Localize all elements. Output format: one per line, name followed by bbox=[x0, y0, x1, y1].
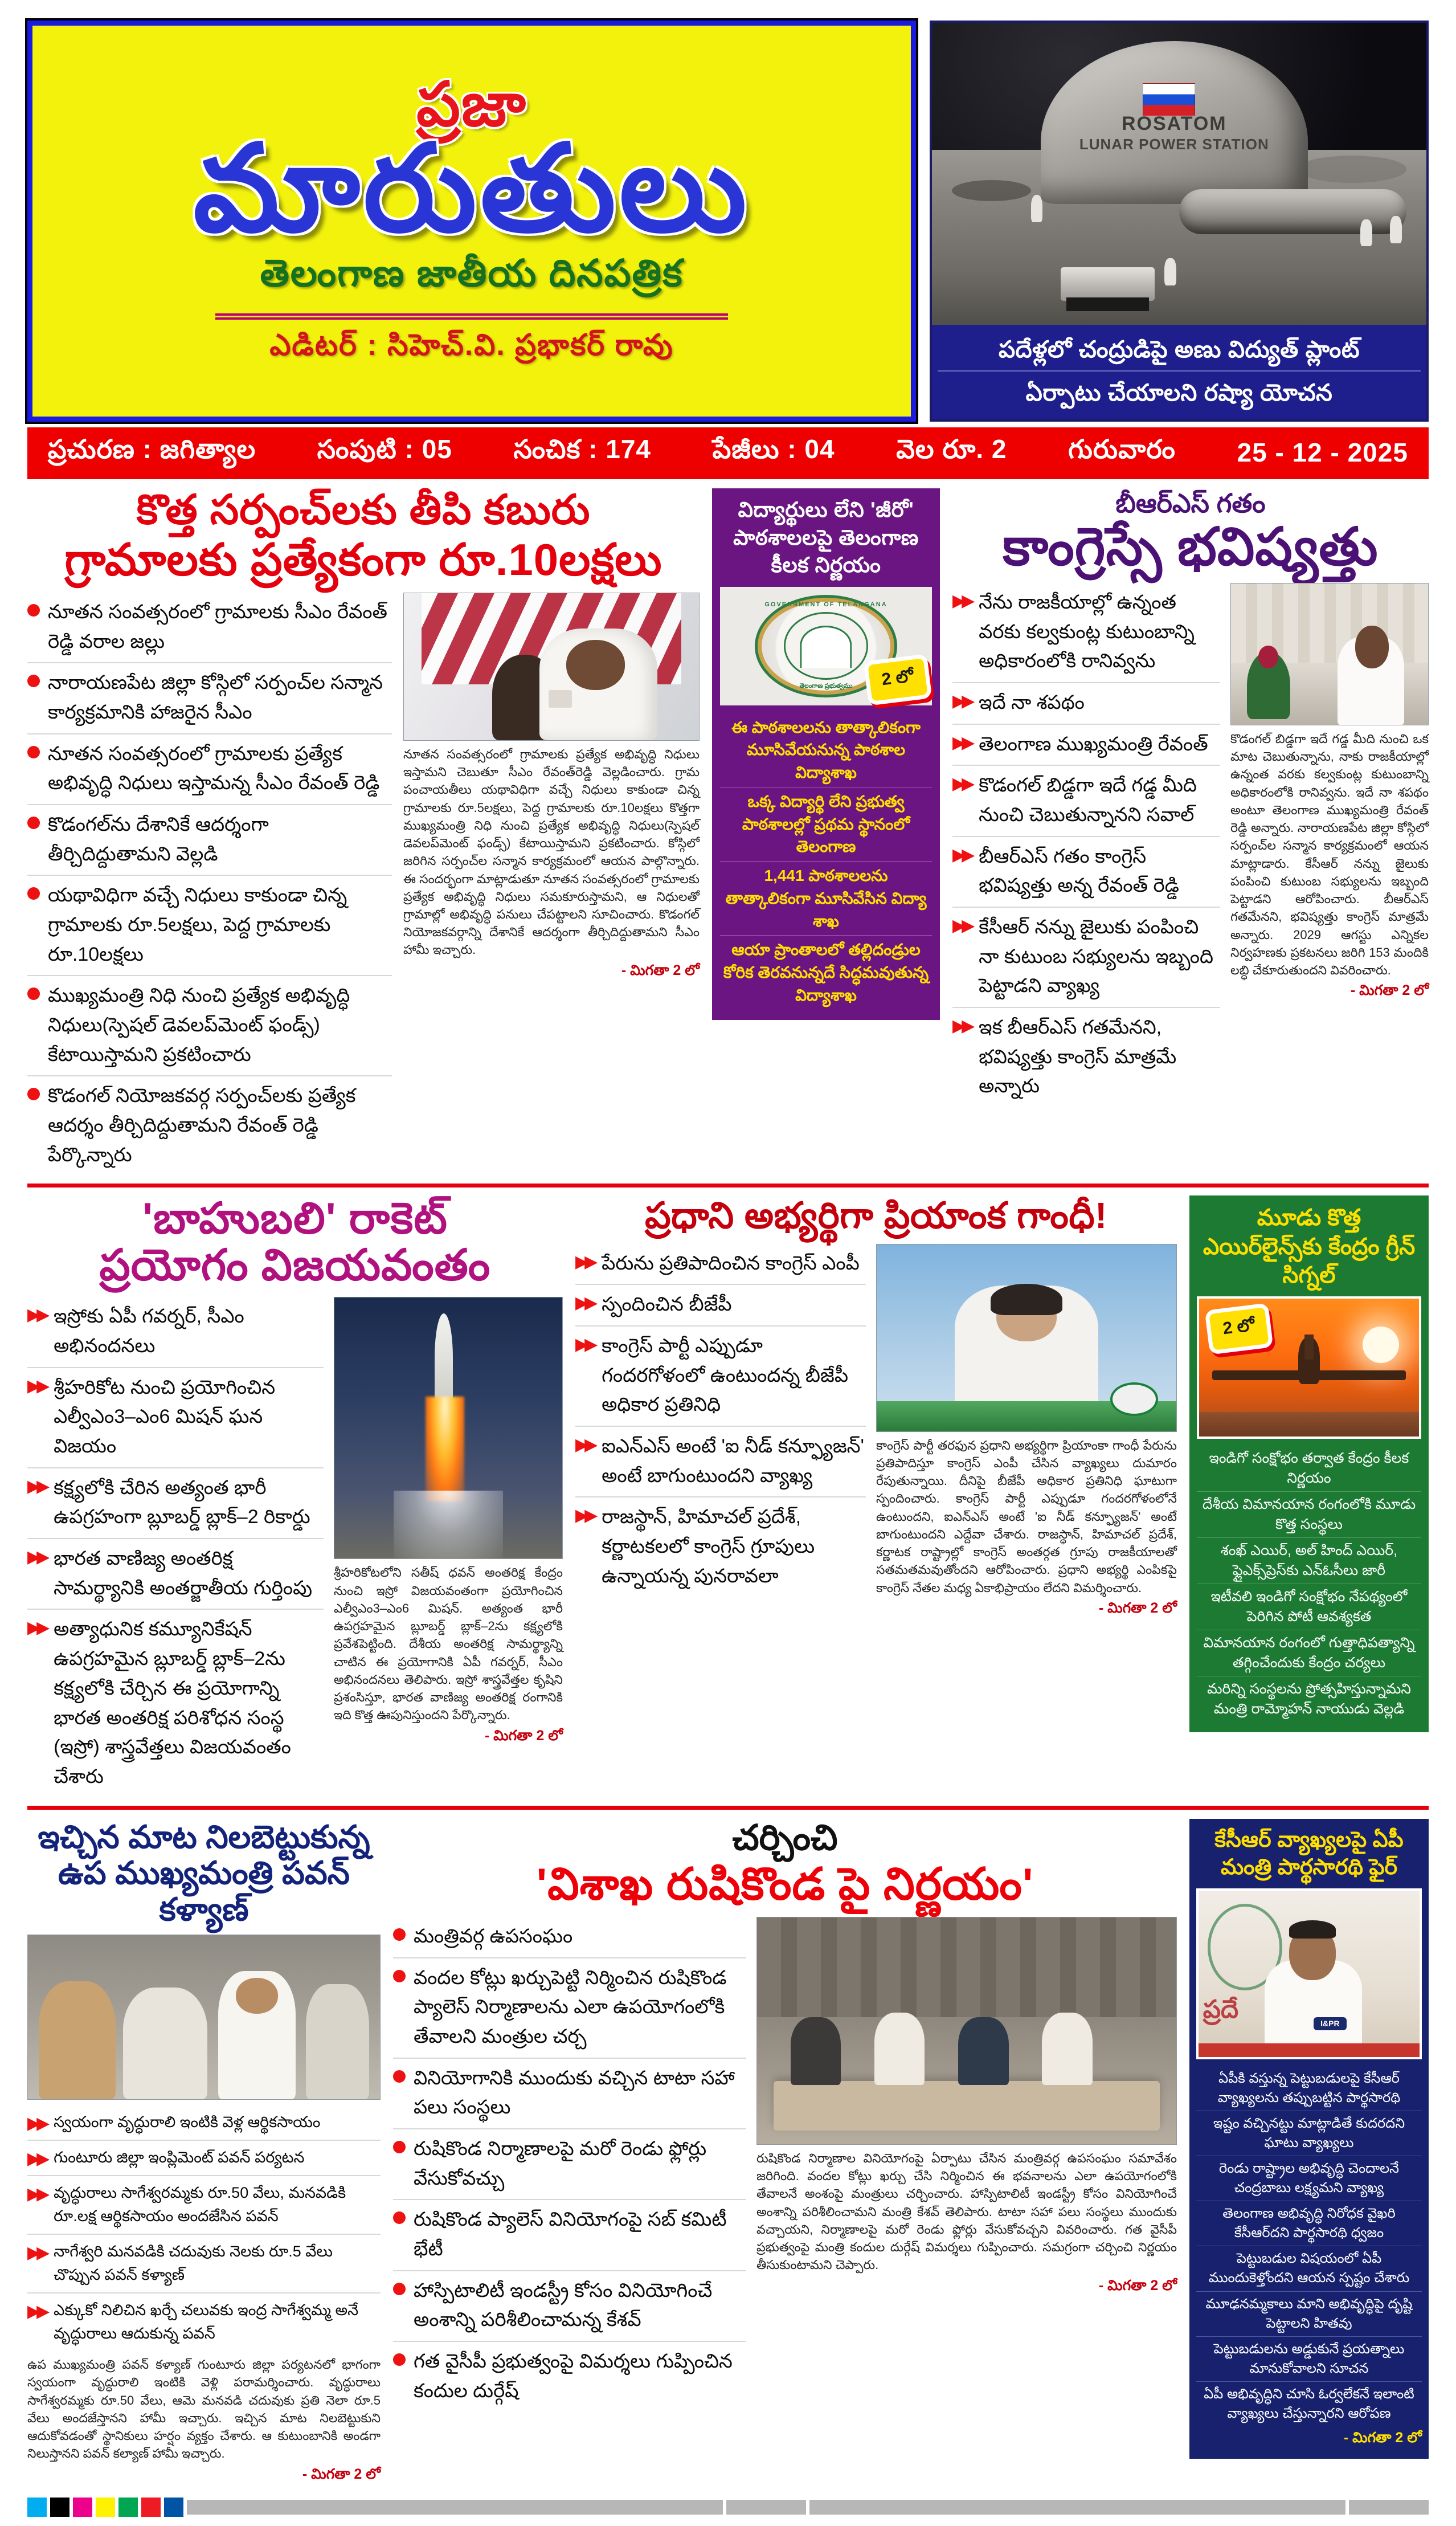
rocket-bullet-list bbox=[27, 1297, 324, 1797]
bullet-text: భారత వాణిజ్య అంతరిక్ష సామర్థ్యానికి అంతర్జాతీయ గుర్తింపు bbox=[54, 1548, 313, 1599]
list-item bbox=[27, 734, 392, 805]
bullet-dot-icon bbox=[27, 987, 40, 1000]
emblem-inner-ring bbox=[784, 612, 869, 680]
list-item bbox=[952, 683, 1220, 725]
phone-icon bbox=[549, 690, 572, 708]
airlines-line: మరిన్ని సంస్థలను ప్రోత్సహిస్తున్నామని మంత్రి రామ్మోహన్ నాయుడు వెల్లడి bbox=[1207, 1681, 1411, 1717]
telangana-emblem-photo bbox=[720, 587, 932, 705]
bullet-text: నూతన సంవత్సరంలో గ్రామాలకు సీఎం రేవంత్ రెడ్డి వరాల జల్లు bbox=[48, 601, 387, 652]
hero-caption-line-1: పదేళ్లలో చంద్రుడిపై అణు విద్యుత్ ప్లాంట్ bbox=[938, 333, 1421, 372]
person-figure bbox=[874, 2013, 925, 2085]
person-figure bbox=[1042, 2013, 1092, 2085]
astronaut-figure bbox=[1390, 216, 1402, 243]
flower-icon bbox=[1258, 646, 1278, 668]
bullet-text: మంత్రివర్గ ఉపసంఘం bbox=[414, 1925, 573, 1947]
bullet-text: కొడంగల్ నియోజకవర్గ సర్పంచ్‌లకు ప్రత్యేక ఆదర్శం తీర్చిదిద్దుతామని రేవంత్ రెడ్డి పేర్కొన్నారు bbox=[48, 1085, 356, 1166]
sun-icon bbox=[1363, 1327, 1399, 1363]
double-arrow-icon: ▶▶ bbox=[27, 1476, 46, 1496]
list-item bbox=[575, 1427, 866, 1497]
airlines-line: ఇటీవలి ఇండిగో సంక్షోభం నేపథ్యంలో పెరిగిన పోటీ ఆవశ్యకత bbox=[1197, 1584, 1421, 1630]
double-arrow-icon: ▶▶ bbox=[952, 1016, 971, 1035]
double-arrow-icon: ▶▶ bbox=[952, 691, 971, 711]
face-shape bbox=[1355, 626, 1389, 668]
list-item bbox=[27, 1076, 392, 1176]
story-rushikonda bbox=[393, 1819, 1177, 2486]
bullet-text: వృద్ధురాలు సాగేశ్వరమ్మకు రూ.50 వేలు, మనవడికి రూ.లక్ష ఆర్థికసాయం అందజేసిన పవన్ bbox=[54, 2184, 346, 2225]
zero-schools-line: ఈ పాఠశాలలను తాత్కాలికంగా మూసివేయనున్న పాఠశాల విద్యాశాఖ bbox=[720, 713, 932, 787]
parthasarathy-line-list bbox=[1196, 2066, 1422, 2426]
parthasarathy-line: ఏపీ అభివృద్ధిని చూసి ఓర్వలేకనే ఇలాంటి వ్యాఖ్యలు చేస్తున్నారని ఆరోపణ bbox=[1204, 2386, 1414, 2421]
content-band-bottom bbox=[27, 1819, 1429, 2486]
brs-bullet-list bbox=[952, 583, 1220, 1107]
rocket-exhaust-plume bbox=[426, 1397, 464, 1501]
info-issue: సంచిక : 174 bbox=[513, 434, 652, 464]
double-arrow-icon: ▶▶ bbox=[27, 2185, 46, 2204]
bullet-text: కొడంగల్ బిడ్డగా ఇదే గడ్డ మీది నుంచి చెబుతున్నానని సవాల్ bbox=[979, 774, 1197, 826]
list-item bbox=[27, 876, 392, 976]
story-rocket bbox=[27, 1195, 563, 1797]
brs-body-text: కొడంగల్ బిడ్డగా ఇదే గడ్డ మీది నుంచి ఒక మాట చెబుతున్నాను, నాకు రాజకీయాల్లో ఉన్నంత వరకు కల్వకుంట్ల కుటుంబాన్ని అధికారంలోకి రానివ్వను. ఇదే నా శపథం అంటూ తెలంగాణ ముఖ్యమంత్రి రేవంత్ రెడ్డి అన్నారు. నారాయణపేట జిల్లా కోస్గిలో సర్పంచ్‌ల సన్మాన కార్యక్రమంలో ఆయన మాట్లాడారు. కేసీఆర్ నన్ను జైలుకు పంపించి కుటుంబ సభ్యులను ఇబ్బంది పెట్టాడని ఆరోపించారు. బీఆర్ఎస్ గతమేనని, భవిష్యత్తు కాంగ్రెస్ మాత్రమే అన్నారు. 2029 ఆగస్టు ఎన్నికల నిర్వహణకు ప్రకటనలు జరిగి 153 మందికి లబ్ధి చేకూరుతుందని వివరించారు. bbox=[1230, 731, 1429, 977]
astronaut-figure bbox=[1031, 195, 1043, 222]
bullet-dot-icon bbox=[27, 1088, 40, 1100]
continued-label[interactable]: - మిగతా 2 లో bbox=[1343, 2430, 1422, 2446]
bullet-text: బీఆర్ఎస్ గతం కాంగ్రెస్ భవిష్యత్తు అన్న రేవంత్ రెడ్డి bbox=[979, 845, 1179, 897]
parthasarathy-headline: కేసీఆర్ వ్యాఖ్యలపై ఏపీ మంత్రి పార్థసారథి ఫైర్ bbox=[1214, 1827, 1404, 1880]
bullet-text: హాస్పిటాలిటీ ఇండస్ట్రీ కోసం వినియోగించే అంశాన్ని పరిశీలించామన్న కేశవ్ bbox=[414, 2279, 713, 2331]
list-item bbox=[952, 908, 1220, 1008]
list-item bbox=[27, 2105, 381, 2141]
ipr-badge: I&PR bbox=[1314, 2017, 1347, 2030]
charminar-arch-icon bbox=[800, 626, 852, 668]
bullet-text: నూతన సంవత్సరంలో గ్రామాలకు ప్రత్యేక అభివృద్ధి నిధులు ఇస్తామన్న సీఎం రేవంత్ రెడ్డి bbox=[48, 742, 380, 794]
masthead-divider-rule bbox=[215, 313, 728, 321]
list-item bbox=[27, 663, 392, 734]
zero-schools-line-list bbox=[720, 713, 932, 1010]
color-swatch-cyan bbox=[27, 2498, 47, 2517]
sarpanch-photo-caption: నూతన సంవత్సరంలో గ్రామాలకు ప్రత్యేక అభివృద్ధి నిధులు ఇస్తామని చెబుతూ సీఎం రేవంత్‌రెడ్డి వెల్లడించారు. గ్రామ పంచాయతీలు యథావిధిగా వచ్చే నిధులు కాకుండా చిన్న గ్రామాలకు రూ.5లక్షలు, పెద్ద గ్రామాలకు రూ.10లక్షలు కొత్తగా ముఖ్యమంత్రి నిధి నుంచి ప్రత్యేక అభివృద్ధి నిధులు(స్పెషల్ డెవలప్‌మెంట్ ఫండ్స్) కేటాయిస్తామని ప్రకటించారు. కోస్గిలో జరిగిన సర్పంచ్‌ల సన్మాన కార్యక్రమంలో ఆయన పాల్గొన్నారు. ఈ సందర్భంగా మాట్లాడుతూ నూతన సంవత్సరంలో గ్రామాలకు ప్రత్యేక అభివృద్ధి నిధులు సమకూరుస్తామని, ఆ నిధులతో గ్రామాల్లో అభివృద్ధి పనులు చేపట్టాలని సూచించారు. కొడంగల్ నియోజకవర్గాన్ని దేశానికే ఆదర్శంగా తీర్చిదిద్దుతామని సీఎం హామీ ఇచ్చారు. bbox=[403, 746, 700, 957]
zero-schools-line: 1,441 పాఠశాలలను తాత్కాలికంగా మూసివేసిన విద్యా శాఖ bbox=[720, 862, 932, 936]
bullet-text: కొడంగల్‌ను దేశానికే ఆదర్శంగా తీర్చిదిద్దుతామని వెల్లడి bbox=[48, 813, 269, 865]
dome-structure bbox=[1041, 41, 1308, 204]
continued-label[interactable]: - మిగతా 2 లో bbox=[302, 2466, 381, 2482]
pawan-headline-line-2: ఉప ముఖ్యమంత్రి పవన్ కళ్యాణ్ bbox=[58, 1855, 350, 1928]
list-item bbox=[393, 2129, 746, 2200]
info-publication: ప్రచురణ : జగిత్యాల bbox=[48, 434, 256, 464]
bullet-dot-icon bbox=[393, 2211, 406, 2224]
list-item bbox=[393, 1958, 746, 2059]
section-divider bbox=[27, 1806, 1429, 1810]
bullet-text: శ్రీహరికోట నుంచి ప్రయోగించిన ఎల్వీఎం3–ఎం6 మిషన్ ఘన విజయం bbox=[54, 1376, 276, 1458]
person-figure bbox=[39, 1981, 116, 2099]
backdrop-telugu-text: ప్రదే bbox=[1203, 1996, 1239, 2024]
parthasarathy-line: ఏపీకి వస్తున్న పెట్టుబడులపై కేసీఆర్ వ్యాఖ్యలను తప్పుబట్టిన పార్థసారథి bbox=[1196, 2066, 1422, 2111]
story-pawan-kalyan bbox=[27, 1819, 381, 2486]
double-arrow-icon: ▶▶ bbox=[27, 2243, 46, 2263]
color-swatch-red bbox=[141, 2498, 161, 2517]
publication-info-bar bbox=[27, 427, 1429, 479]
priyanka-photo-caption: కాంగ్రెస్ పార్టీ తరఫున ప్రధాని అభ్యర్థిగా ప్రియాంకా గాంధీ పేరును ప్రతిపాదిస్తూ కాంగ్రెస్ ఎంపీ చేసిన వ్యాఖ్యలు దుమారం రేపుతున్నాయి. దీనిపై బీజేపీ అధికార ప్రతినిధి ఘాటుగా స్పందించారు. కాంగ్రెస్ పార్టీ ఎప్పుడూ గందరగోళంలోనే ఉంటుందని, ఐఎన్ఎస్ అంటే 'ఐ నీడ్ కన్ఫ్యూజన్' అంటే బాగుంటుందని ఎద్దేవా చేశారు. రాజస్థాన్, హిమాచల్ ప్రదేశ్, కర్ణాటక రాష్ట్రాల్లో కాంగ్రెస్ అంతర్గత గ్రూపు రాజకీయాలతో సతమతమవుతోందని ఆరోపించారు. ప్రధాని అభ్యర్థి ఎంపికపై కాంగ్రెస్ నేతల మధ్య ఏకాభిప్రాయం లేదని విమర్శించారు. bbox=[876, 1438, 1177, 1595]
airplane-sunset-photo bbox=[1197, 1296, 1421, 1439]
double-arrow-icon: ▶▶ bbox=[575, 1335, 594, 1354]
bullet-dot-icon bbox=[393, 1928, 406, 1941]
bullet-dot-icon bbox=[393, 2141, 406, 2153]
list-item bbox=[952, 837, 1220, 908]
list-item bbox=[27, 593, 392, 663]
wall-panel bbox=[757, 1917, 1176, 2017]
parthasarathy-line: పెట్టుబడుల విషయంలో ఏపీ ముందుకెళ్తోందని ఆయన స్పష్టం చేశారు bbox=[1196, 2246, 1422, 2291]
airlines-line-list bbox=[1197, 1446, 1421, 1722]
double-arrow-icon: ▶▶ bbox=[27, 2302, 46, 2321]
zero-schools-headline: విద్యార్థులు లేని 'జీరో' పాఠశాలలపై తెలంగాణ కీలక నిర్ణయం bbox=[733, 498, 919, 577]
info-price: వెల రూ. 2 bbox=[896, 434, 1007, 464]
podium-strip bbox=[1199, 2043, 1420, 2056]
list-item bbox=[575, 1327, 866, 1427]
bullet-text: రాజస్థాన్, హిమాచల్ ప్రదేశ్, కర్ణాటకలలో కాంగ్రెస్ గ్రూపులు ఉన్నాయన్న పునరావలా bbox=[602, 1506, 815, 1587]
story-brs-congress bbox=[952, 488, 1429, 1176]
parthasarathy-panel bbox=[1189, 1819, 1429, 2459]
bullet-text: స్వయంగా వృద్ధురాలి ఇంటికి వెళ్ల ఆర్థికసాయం bbox=[54, 2113, 321, 2131]
bullet-text: యథావిధిగా వచ్చే నిధులు కాకుండా చిన్న గ్రామాలకు రూ.5లక్షలు, పెద్ద గ్రామాలకు రూ.10లక్షలు bbox=[48, 884, 347, 965]
registration-gray-bar bbox=[726, 2500, 806, 2515]
double-arrow-icon: ▶▶ bbox=[575, 1506, 594, 1525]
color-swatch-black bbox=[50, 2498, 69, 2517]
list-item bbox=[575, 1497, 866, 1597]
bullet-text: ఇస్రోకు ఏపీ గవర్నర్, సీఎం అభినందనలు bbox=[54, 1305, 244, 1357]
zero-schools-line: ఆయా ప్రాంతాలలో తల్లిదండ్రుల కోరిక తెరవనున్నదే సిద్ధమవుతున్న విద్యాశాఖ bbox=[723, 941, 929, 1004]
continued-label[interactable]: - మిగతా 2 లో bbox=[1350, 982, 1429, 999]
registration-gray-bar bbox=[809, 2500, 1345, 2515]
double-arrow-icon: ▶▶ bbox=[952, 591, 971, 610]
bullet-text: వందల కోట్లు ఖర్చుపెట్టి నిర్మించిన రుషికొండ ప్యాలెస్ నిర్మాణాలను ఎలా ఉపయోగంలోకి తేవాలని మంత్రుల చర్చ bbox=[414, 1966, 727, 2047]
bullet-text: అత్యాధునిక కమ్యూనికేషన్ ఉపగ్రహమైన బ్లూబర్డ్ బ్లాక్–2ను కక్ష్యలోకి చేర్చిన ఈ ప్రయోగాన్ని భారత అంతరిక్ష పరిశోధన సంస్థ (ఇస్రో) శాస్త్రవేత్తలు విజయవంతం చేశారు bbox=[54, 1618, 291, 1788]
sarpanch-bullet-list bbox=[27, 593, 392, 1176]
info-date: 25 - 12 - 2025 bbox=[1237, 438, 1408, 468]
info-day: గురువారం bbox=[1068, 434, 1176, 464]
rocket-launch-photo bbox=[334, 1297, 563, 1559]
elderly-woman-figure bbox=[123, 1988, 207, 2099]
airplane-tail bbox=[1304, 1335, 1313, 1360]
parthasarathy-line: ఇష్టం వచ్చినట్టు మాట్లాడితే కుదరదని ఘాటు వ్యాఖ్యలు bbox=[1196, 2111, 1422, 2156]
sarpanch-headline-line-2: గ్రామాలకు ప్రత్యేకంగా రూ.10లక్షలు bbox=[64, 534, 662, 585]
bullet-dot-icon bbox=[27, 746, 40, 758]
masthead-row bbox=[27, 21, 1429, 422]
double-arrow-icon: ▶▶ bbox=[27, 2114, 46, 2133]
list-item bbox=[393, 1917, 746, 1958]
bullet-dot-icon bbox=[27, 887, 40, 900]
hero-photo-block bbox=[930, 21, 1429, 422]
info-pages: పేజీలు : 04 bbox=[712, 434, 835, 464]
airlines-panel bbox=[1189, 1195, 1429, 1732]
continued-label[interactable]: - మిగతా 2 లో bbox=[1098, 1599, 1177, 1616]
registration-gray-bar bbox=[1349, 2500, 1429, 2515]
emblem-bottom-text: తెలంగాణ ప్రభుత్వము bbox=[799, 682, 853, 689]
bullet-text: గత వైసీపీ ప్రభుత్వంపై విమర్శలు గుప్పించిన కందుల దుర్గేష్ bbox=[414, 2350, 733, 2402]
double-arrow-icon: ▶▶ bbox=[27, 1376, 46, 1395]
story-zero-schools bbox=[712, 488, 940, 1176]
person-figure bbox=[306, 1984, 369, 2099]
airlines-line: శంఖ్ ఎయిర్, అల్ హింద్ ఎయిర్, ఫ్లైఎక్స్‌ప్రెస్‌కు ఎన్ఓసీలు జారీ bbox=[1197, 1538, 1421, 1584]
list-item bbox=[27, 1468, 324, 1539]
lunar-power-station-photo bbox=[932, 23, 1426, 325]
rocket-photo-caption: శ్రీహరికోటలోని సతీష్ ధవన్ అంతరిక్ష కేంద్రం నుంచి ఇస్రో విజయవంతంగా ప్రయోగించిన ఎల్వీఎం3–ఎం6 మిషన్. అత్యంత భారీ ఉపగ్రహమైన బ్లూబర్డ్ బ్లాక్–2ను కక్ష్యలోకి ప్రవేశపెట్టింది. దేశీయ అంతరిక్ష సామర్థ్యాన్ని చాటిన ఈ ప్రయోగానికి ఏపీ గవర్నర్, సీఎం అభినందనలు తెలిపారు. ఇస్రో శాస్త్రవేత్తల కృషిని ప్రశంసిస్తూ, భారత వాణిజ్య అంతరిక్ష రంగానికి ఇది కొత్త ఊపునిస్తుందని పేర్కొన్నారు. bbox=[334, 1565, 563, 1723]
dome-brand-text: ROSATOM bbox=[1121, 112, 1227, 134]
bullet-text: పేరును ప్రతిపాదించిన కాంగ్రెస్ ఎంపీ bbox=[602, 1252, 860, 1274]
section-divider bbox=[27, 1184, 1429, 1187]
bullet-text: ఐఎన్ఎస్ అంటే 'ఐ నీడ్ కన్ఫ్యూజన్' అంటే బాగుంటుందని వ్యాఖ్య bbox=[602, 1435, 865, 1487]
list-item bbox=[27, 1297, 324, 1368]
list-item bbox=[952, 766, 1220, 836]
color-swatch-magenta bbox=[73, 2498, 92, 2517]
bullet-dot-icon bbox=[393, 2283, 406, 2295]
hair-shape bbox=[991, 1284, 1062, 1316]
list-item bbox=[393, 2059, 746, 2129]
lunar-rover bbox=[1061, 267, 1155, 300]
list-item bbox=[27, 976, 392, 1076]
color-swatch-blue bbox=[164, 2498, 183, 2517]
sarpanch-headline-line-1: కొత్త సర్పంచ్‌లకు తీపి కబురు bbox=[136, 487, 591, 533]
face-shape bbox=[566, 640, 625, 690]
list-item bbox=[393, 2271, 746, 2342]
bullet-text: గుంటూరు జిల్లా ఇంప్లిమెంట్ పవన్ పర్యటన bbox=[54, 2149, 305, 2166]
content-band-top bbox=[27, 488, 1429, 1176]
bullet-text: రుషికొండ ప్యాలెస్ వినియోగంపై సబ్ కమిటీ భేటీ bbox=[414, 2209, 727, 2260]
hair-shape bbox=[1289, 1920, 1335, 1939]
content-band-middle bbox=[27, 1195, 1429, 1797]
list-item bbox=[575, 1285, 866, 1327]
bullet-dot-icon bbox=[27, 817, 40, 829]
person-figure bbox=[958, 2017, 1008, 2085]
masthead-nameplate bbox=[27, 21, 916, 422]
zero-schools-panel bbox=[712, 488, 940, 1019]
double-arrow-icon: ▶▶ bbox=[575, 1435, 594, 1455]
double-arrow-icon: ▶▶ bbox=[952, 733, 971, 752]
list-item bbox=[393, 2342, 746, 2411]
list-item bbox=[27, 2141, 381, 2176]
list-item bbox=[27, 2235, 381, 2294]
airlines-line: ఇండిగో సంక్షోభం తర్వాత కేంద్రం కీలక నిర్ణయం bbox=[1197, 1446, 1421, 1492]
ground-horizon bbox=[1199, 1412, 1419, 1437]
list-item bbox=[27, 1610, 324, 1797]
bullet-text: నాగేశ్వరి మనవడికి చదువుకు నెలకు రూ.5 వేలు చొప్పున పవన్ కళ్యాణ్ bbox=[54, 2243, 333, 2284]
smoke-cloud bbox=[394, 1491, 503, 1558]
russia-flag-icon bbox=[1143, 83, 1195, 116]
rocket-headline-line-1: 'బాహుబలి' రాకెట్ bbox=[142, 1194, 448, 1243]
double-arrow-icon: ▶▶ bbox=[575, 1252, 594, 1271]
crater-icon bbox=[952, 180, 1031, 201]
story-sarpanch bbox=[27, 488, 700, 1176]
double-arrow-icon: ▶▶ bbox=[27, 2149, 46, 2169]
zero-schools-line: ఒక్క విద్యార్థి లేని ప్రభుత్వ పాఠశాలల్లో ప్రథమ స్థానంలో తెలంగాణ bbox=[720, 787, 932, 862]
hero-caption-line-2: ఏర్పాటు చేయాలని రష్యా యోచన bbox=[1025, 379, 1333, 406]
astronaut-figure bbox=[1164, 258, 1176, 285]
brs-headline: కాంగ్రెస్సే భవిష్యత్తు bbox=[1003, 518, 1379, 577]
bullet-text: ఇక బీఆర్ఎస్ గతమేనని, భవిష్యత్తు కాంగ్రెస్ మాత్రమే అన్నారు bbox=[979, 1016, 1177, 1097]
double-arrow-icon: ▶▶ bbox=[952, 916, 971, 935]
double-arrow-icon: ▶▶ bbox=[575, 1293, 594, 1313]
page-2-badge[interactable]: 2 లో bbox=[1205, 1303, 1274, 1355]
double-arrow-icon: ▶▶ bbox=[952, 774, 971, 794]
list-item bbox=[952, 725, 1220, 766]
bullet-text: కాంగ్రెస్ పార్టీ ఎప్పుడూ గందరగోళంలో ఉంటుందన్న బీజేపీ అధికార ప్రతినిధి bbox=[602, 1335, 849, 1416]
bullet-dot-icon bbox=[393, 2353, 406, 2366]
person-figure bbox=[791, 2017, 841, 2085]
bullet-dot-icon bbox=[393, 2070, 406, 2083]
pawan-photo-caption: ఉప ముఖ్యమంత్రి పవన్ కళ్యాణ్ గుంటూరు జిల్లా పర్యటనలో భాగంగా స్వయంగా వృద్ధురాలి ఇంటికి వెళ్లి పరామర్శించారు. వృద్ధురాలు సాగేశ్వరమ్మకు రూ.50 వేలు, ఆమె మనవడి చదువుకు ప్రతి నెలా రూ.5 వేలు అందజేస్తానని హామీ ఇచ్చారు. ఇచ్చిన మాట నిలబెట్టుకుని ఆదుకోవడంతో స్థానికులు హర్షం వ్యక్తం చేశారు. ఆ కుటుంబానికి అండగా నిలుస్తానని పవన్ కల్యాణ్ హామీ ఇచ్చారు. bbox=[27, 2357, 381, 2461]
habitat-module bbox=[1179, 189, 1406, 235]
conference-table bbox=[774, 2081, 1159, 2131]
rushikonda-bullet-list bbox=[393, 1917, 746, 2411]
story-airlines bbox=[1189, 1195, 1429, 1797]
masthead-kicker: ప్రజా bbox=[416, 69, 527, 138]
rushikonda-headline-top: చర్చించి bbox=[732, 1818, 838, 1858]
list-item bbox=[27, 1539, 324, 1610]
airlines-line: విమానయాన రంగంలో గుత్తాధిపత్యాన్ని తగ్గించేందుకు కేంద్రం చర్యలు bbox=[1197, 1630, 1421, 1676]
list-item bbox=[27, 805, 392, 876]
airlines-headline: మూడు కొత్త ఎయిర్‌లైన్స్‌కు కేంద్రం గ్రీన్ సిగ్నల్ bbox=[1203, 1205, 1416, 1288]
bullet-text: ఇదే నా శపథం bbox=[979, 691, 1085, 713]
continued-label[interactable]: - మిగతా 2 లో bbox=[1098, 2277, 1177, 2294]
double-arrow-icon: ▶▶ bbox=[27, 1548, 46, 1567]
masthead-editor-line: ఎడిటర్ : సిహెచ్.వి. ప్రభాకర్ రావు bbox=[269, 328, 674, 362]
bullet-dot-icon bbox=[27, 604, 40, 617]
bullet-text: స్పందించిన బీజేపీ bbox=[602, 1293, 732, 1316]
minister-parthasarathy-photo bbox=[1196, 1888, 1422, 2059]
astronaut-figure bbox=[1360, 219, 1372, 247]
story-parthasarathy bbox=[1189, 1819, 1429, 2486]
double-arrow-icon: ▶▶ bbox=[27, 1305, 46, 1325]
cm-revanth-reddy-photo bbox=[403, 593, 700, 741]
bullet-dot-icon bbox=[393, 1970, 406, 1982]
masthead-title: మారుతులు bbox=[193, 121, 750, 256]
pawan-bullet-list bbox=[27, 2105, 381, 2351]
bullet-text: ముఖ్యమంత్రి నిధి నుంచి ప్రత్యేక అభివృద్ధి నిధులు(స్పెషల్ డెవలప్‌మెంట్ ఫండ్స్) కేటాయిస్తామని ప్రకటించారు bbox=[48, 985, 350, 1066]
dome-subtitle-text: LUNAR POWER STATION bbox=[1079, 135, 1269, 153]
parthasarathy-line: మూఢనమ్మకాలు మాని అభివృద్ధిపై దృష్టి పెట్టాలని హితవు bbox=[1196, 2292, 1422, 2337]
pawan-kalyan-visit-photo bbox=[27, 1935, 381, 2100]
list-item bbox=[952, 583, 1220, 683]
rushikonda-headline-main: 'విశాఖ రుషికొండ పై నిర్ణయం' bbox=[536, 1858, 1034, 1909]
priyanka-bullet-list bbox=[575, 1244, 866, 1620]
bullet-text: కేసీఆర్ నన్ను జైలుకు పంపించి నా కుటుంబ సభ్యులను ఇబ్బంది పెట్టాడని వ్యాఖ్య bbox=[979, 916, 1213, 997]
crater-icon bbox=[1298, 156, 1406, 183]
brs-kicker: బీఆర్ఎస్ గతం bbox=[1115, 488, 1266, 519]
list-item bbox=[575, 1244, 866, 1286]
list-item bbox=[952, 1008, 1220, 1107]
revanth-reddy-press-photo bbox=[1230, 583, 1429, 725]
list-item bbox=[27, 2294, 381, 2351]
face-shape bbox=[236, 1978, 278, 2014]
masthead-subtitle: తెలంగాణ జాతీయ దినపత్రిక bbox=[260, 251, 684, 294]
registration-gray-bar bbox=[187, 2500, 723, 2515]
info-volume: సంపుటి : 05 bbox=[317, 434, 452, 464]
double-arrow-icon: ▶▶ bbox=[27, 1618, 46, 1638]
color-swatch-green bbox=[118, 2498, 138, 2517]
pawan-headline-line-1: ఇచ్చిన మాట నిలబెట్టుకున్న bbox=[38, 1818, 370, 1855]
bullet-text: వినియోగానికి ముందుకు వచ్చిన టాటా సహా పలు సంస్థలు bbox=[414, 2067, 735, 2119]
print-registration-bar bbox=[27, 2498, 1429, 2526]
bullet-text: నారాయణపేట జిల్లా కోస్గిలో సర్పంచ్‌ల సన్మాన కార్యక్రమానికి హాజరైన సీఎం bbox=[48, 672, 383, 723]
continued-label[interactable]: - మిగతా 2 లో bbox=[621, 962, 700, 978]
priyanka-headline: ప్రధాని అభ్యర్థిగా ప్రియాంక గాంధీ! bbox=[645, 1195, 1107, 1237]
airlines-line: దేశీయ విమానయాన రంగంలోకి మూడు కొత్త సంస్థలు bbox=[1197, 1492, 1421, 1538]
emblem-top-text: GOVERNMENT OF TELANGANA bbox=[764, 601, 887, 608]
parthasarathy-line: తెలంగాణ అభివృద్ధి నిరోధక వైఖరి కేసీఆర్‌దని పార్థసారథి ధ్వజం bbox=[1196, 2201, 1422, 2246]
bullet-text: కక్ష్యలోకి చేరిన అత్యంత భారీ ఉపగ్రహంగా బ్లూబర్డ్ బ్లాక్–2 రికార్డు bbox=[54, 1476, 310, 1528]
cabinet-subcommittee-meeting-photo bbox=[756, 1917, 1177, 2145]
double-arrow-icon: ▶▶ bbox=[952, 845, 971, 864]
parthasarathy-line: పెట్టుబడులను అడ్డుకునే ప్రయత్నాలు మానుకోవాలని సూచన bbox=[1196, 2337, 1422, 2382]
rocket-headline-line-2: ప్రయోగం విజయవంతం bbox=[99, 1241, 491, 1290]
bullet-text: నేను రాజకీయాల్లో ఉన్నంత వరకు కల్వకుంట్ల కుటుంబాన్ని అధికారంలోకి రానివ్వను bbox=[979, 591, 1195, 672]
rushikonda-photo-caption: రుషికొండ నిర్మాణాల వినియోగంపై ఏర్పాటు చేసిన మంత్రివర్గ ఉపసంఘం సమావేశం జరిగింది. వందల కోట్లు ఖర్చు చేసి నిర్మించిన ఈ భవనాలను ఎలా ఉపయోగంలోకి తేవాలనే అంశంపై మంత్రులు చర్చించారు. హాస్పిటాలిటీ ఇండస్ట్రీ కోసం వినియోగించే అంశాన్ని పరిశీలించామని మంత్రి కేశవ్ తెలిపారు. టాటా సహా పలు సంస్థలు ముందుకు వచ్చాయని, నిర్మాణాలపై మరో రెండు ఫ్లోర్లు వేసుకోవచ్చని వివరించారు. గత వైసీపీ ప్రభుత్వంపై మంత్రి కందుల దుర్గేష్ విమర్శలు గుప్పించారు. సమగ్రంగా చర్చించి నిర్ణయం తీసుకుంటామని చెప్పారు. bbox=[756, 2150, 1177, 2272]
list-item bbox=[27, 2176, 381, 2235]
bullet-dot-icon bbox=[27, 675, 40, 687]
rocket-body bbox=[435, 1313, 453, 1402]
list-item bbox=[393, 2200, 746, 2271]
priyanka-gandhi-photo bbox=[876, 1244, 1177, 1432]
color-swatch-yellow bbox=[96, 2498, 115, 2517]
parthasarathy-line: రెండు రాష్ట్రాల అభివృద్ధి చెందాలనే చంద్రబాబు లక్ష్యమని వ్యాఖ్య bbox=[1196, 2156, 1422, 2201]
bullet-text: ఎక్కుకో నిలిచిన ఖర్చే చలువకు ఇంద్ర సాగేశ్వమ్మ అనే వృద్ధురాలు ఆదుకున్న పవన్ bbox=[54, 2301, 359, 2343]
story-priyanka bbox=[575, 1195, 1177, 1797]
bullet-text: తెలంగాణ ముఖ్యమంత్రి రేవంత్ bbox=[979, 733, 1208, 755]
bullet-text: రుషికొండ నిర్మాణాలపై మరో రెండు ఫ్లోర్లు వేసుకోవచ్చు bbox=[414, 2137, 707, 2189]
continued-label[interactable]: - మిగతా 2 లో bbox=[484, 1727, 563, 1744]
list-item bbox=[27, 1368, 324, 1468]
hero-photo-caption bbox=[932, 325, 1426, 419]
page-2-badge[interactable]: 2 లో bbox=[864, 654, 933, 705]
